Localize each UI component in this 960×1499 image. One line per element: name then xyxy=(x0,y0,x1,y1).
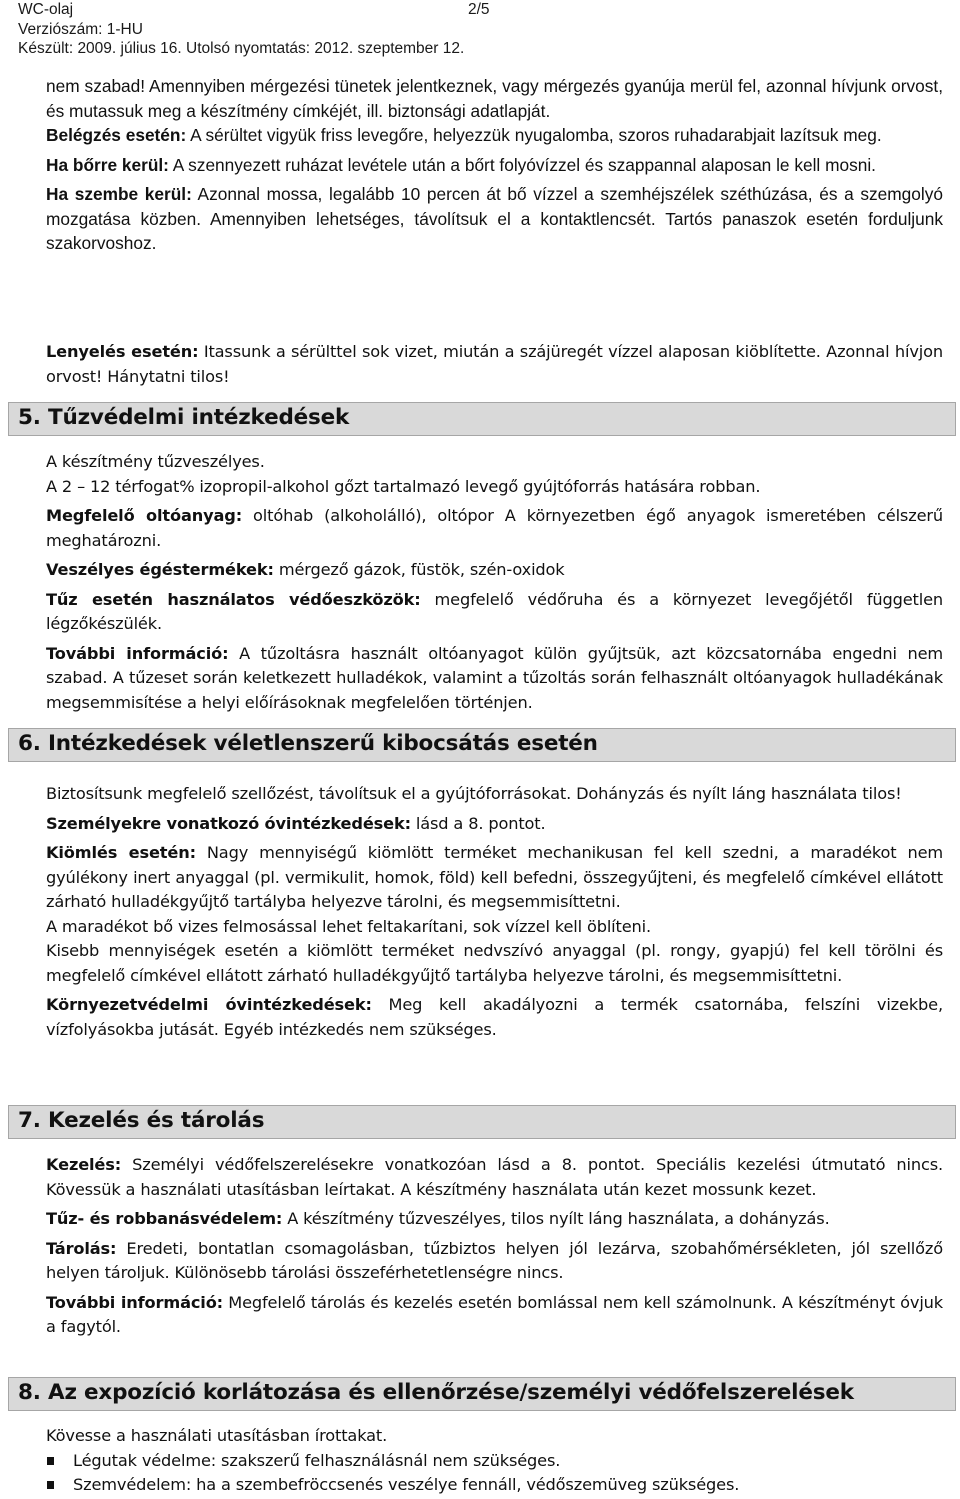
section-8-body xyxy=(46,1424,943,1498)
handling-paragraph: Kezelés: Személyi védőfelszerelésekre vonatkozóan lásd a 8. pontot. Speciális kezelési útmutató nincs. Kövessük a használati utasításban leírtakat. A készítmény használata után kezet mossunk kezet. xyxy=(46,1155,943,1199)
section-8-header xyxy=(8,1377,956,1411)
firefighting-ppe: Tűz esetén használatos védőeszközök: megfelelő védőruha és a környezet levegőjétől független légzőkészülék. xyxy=(46,589,943,633)
bullet-square-icon xyxy=(47,1457,54,1465)
section-8-title: 8. Az expozíció korlátozása és ellenőrzése/személyi védőfelszerelések xyxy=(18,1380,854,1405)
ingestion-label: Lenyelés esetén: xyxy=(46,342,199,361)
personal-precautions: Személyekre vonatkozó óvintézkedések: lásd a 8. pontot. xyxy=(46,813,546,833)
protection-list xyxy=(46,1449,943,1498)
flammable-note: A készítmény tűzveszélyes. xyxy=(46,452,265,471)
section-6-body xyxy=(46,782,943,1042)
section-7-title: 7. Kezelés és tárolás xyxy=(18,1108,265,1133)
ingestion-block xyxy=(46,340,943,389)
skin-label: Ha bőrre kerül: xyxy=(46,154,169,175)
instructions-paragraph: Kövesse a használati utasításban írottakat. xyxy=(46,1426,388,1445)
eye-paragraph: Ha szembe kerül: Azonnal mossa, legalább 10 percen át bő vízzel a szemhéjszélek széthúzása, és a szemgolyó mozgatása közben. Amennyiben lehetséges, távolítsuk el a kontaktlencsét. Tartós panaszok esetén forduljunk szakorvoshoz. xyxy=(46,184,943,253)
section-6-title: 6. Intézkedések véletlenszerű kibocsátás esetén xyxy=(18,731,598,756)
document-dates: Készült: 2009. július 16. Utolsó nyomtatás: 2012. szeptember 12. xyxy=(18,40,465,57)
section-5-body xyxy=(46,450,943,715)
list-item: Légutak védelme: szakszerű felhasználásnál nem szükséges. xyxy=(46,1449,943,1474)
bullet-square-icon xyxy=(47,1481,54,1489)
fire-further-info: További információ: A tűzoltásra használt oltóanyagot külön gyűjtsük, azt közcsatornába engedni nem szabad. A tűzeset során keletkezett hulladékok, valamint a tűzoltás során felhasznált oltóanyagok hulladékának megsemmisítése a helyi előírásoknak megfelelően történjen. xyxy=(46,643,944,712)
page-number: 2/5 xyxy=(468,1,490,18)
ventilation-paragraph: Biztosítsunk megfelelő szellőzést, távolítsuk el a gyújtóforrásokat. Dohányzás és nyílt láng használata tilos! xyxy=(46,784,902,803)
section-7-header xyxy=(8,1105,956,1139)
eye-label: Ha szembe kerül: xyxy=(46,184,192,204)
ingestion-paragraph: Lenyelés esetén: Itassunk a sérülttel sok vizet, miután a szájüregét vízzel alaposan kiöblítette. Azonnal hívjon orvost! Hánytatni tilos! xyxy=(46,342,943,386)
environmental-precautions: Környezetvédelmi óvintézkedések: Meg kell akadályozni a termék csatornába, felszíni vizekbe, vízfolyásokba jutását. Egyéb intézkedés nem szükséges. xyxy=(46,995,943,1039)
list-item: Szemvédelem: ha a szembefröccsenés veszélye fennáll, védőszemüveg szükséges. xyxy=(46,1473,943,1498)
skin-paragraph: Ha bőrre kerül: A szennyezett ruházat levétele után a bőrt folyóvízzel és szappannal alaposan le kell mosni. xyxy=(46,154,876,175)
product-name: WC-olaj xyxy=(18,1,74,18)
spill-paragraph: Kiömlés esetén: Nagy mennyiségű kiömlött terméket mechanikusan fel kell szedni, a maradékot nem gyúlékony inert anyaggal (pl. vermikulit, homok, föld) kell befedni, összegyűjteni, és megfelelő címkével ellátott zárható hulladékgyűjtő tartályba helyezve tárolni, és megsemmisíttetni. xyxy=(46,843,943,911)
inhalation-label: Belégzés esetén: xyxy=(46,125,187,145)
inhalation-paragraph: Belégzés esetén: A sérültet vigyük friss levegőre, helyezzük nyugalomba, szoros ruhadarabjait lazítsuk meg. xyxy=(46,125,882,145)
page-header xyxy=(18,0,490,59)
first-aid-continuation xyxy=(46,74,943,256)
section-7-body xyxy=(46,1153,943,1340)
section-5-header xyxy=(8,402,956,436)
storage-paragraph: Tárolás: Eredeti, bontatlan csomagolásban, tűzbiztos helyen jól lezárva, szobahőmérsékleten, jól szellőző helyen tároljuk. Különösebb tárolási összeférhetetlenségre nincs. xyxy=(46,1238,943,1282)
small-spill-paragraph: Kisebb mennyiségek esetén a kiömlött terméket nedvszívó anyaggal (pl. rongy, gyapjú) fel kell törölni és megfelelő címkével ellátott zárható hulladékgyűjtő tartályba helyezve tárolni, és megsemmisíttetni. xyxy=(46,941,943,985)
section-6-header xyxy=(8,728,956,762)
extinguishing-media: Megfelelő oltóanyag: oltóhab (alkoholálló), oltópor A környezetben égő anyagok ismeretében célszerű meghatározni. xyxy=(46,506,943,550)
hazardous-products: Veszélyes égéstermékek: mérgező gázok, füstök, szén-oxidok xyxy=(46,560,565,579)
first-aid-intro: nem szabad! Amennyiben mérgezési tünetek jelentkeznek, vagy mérgezés gyanúja merül fel, azonnal hívjunk orvost, és mutassuk meg a készítmény címkéjét, ill. biztonsági adatlapját. xyxy=(46,76,943,121)
explosion-note: A 2 – 12 térfogat% izopropil-alkohol gőzt tartalmazó levegő gyújtóforrás hatására robban. xyxy=(46,476,761,496)
residue-paragraph: A maradékot bő vizes felmosással lehet feltakarítani, sok vízzel kell öblíteni. xyxy=(46,916,651,936)
fire-protection-paragraph: Tűz- és robbanásvédelem: A készítmény tűzveszélyes, tilos nyílt láng használata, a dohányzás. xyxy=(46,1209,830,1228)
section-5-title: 5. Tűzvédelmi intézkedések xyxy=(18,405,350,430)
version-number: Verziószám: 1-HU xyxy=(18,20,143,38)
storage-further-info: További információ: Megfelelő tárolás és kezelés esetén bomlással nem kell számolnunk. A készítményt óvjuk a fagytól. xyxy=(46,1292,943,1336)
